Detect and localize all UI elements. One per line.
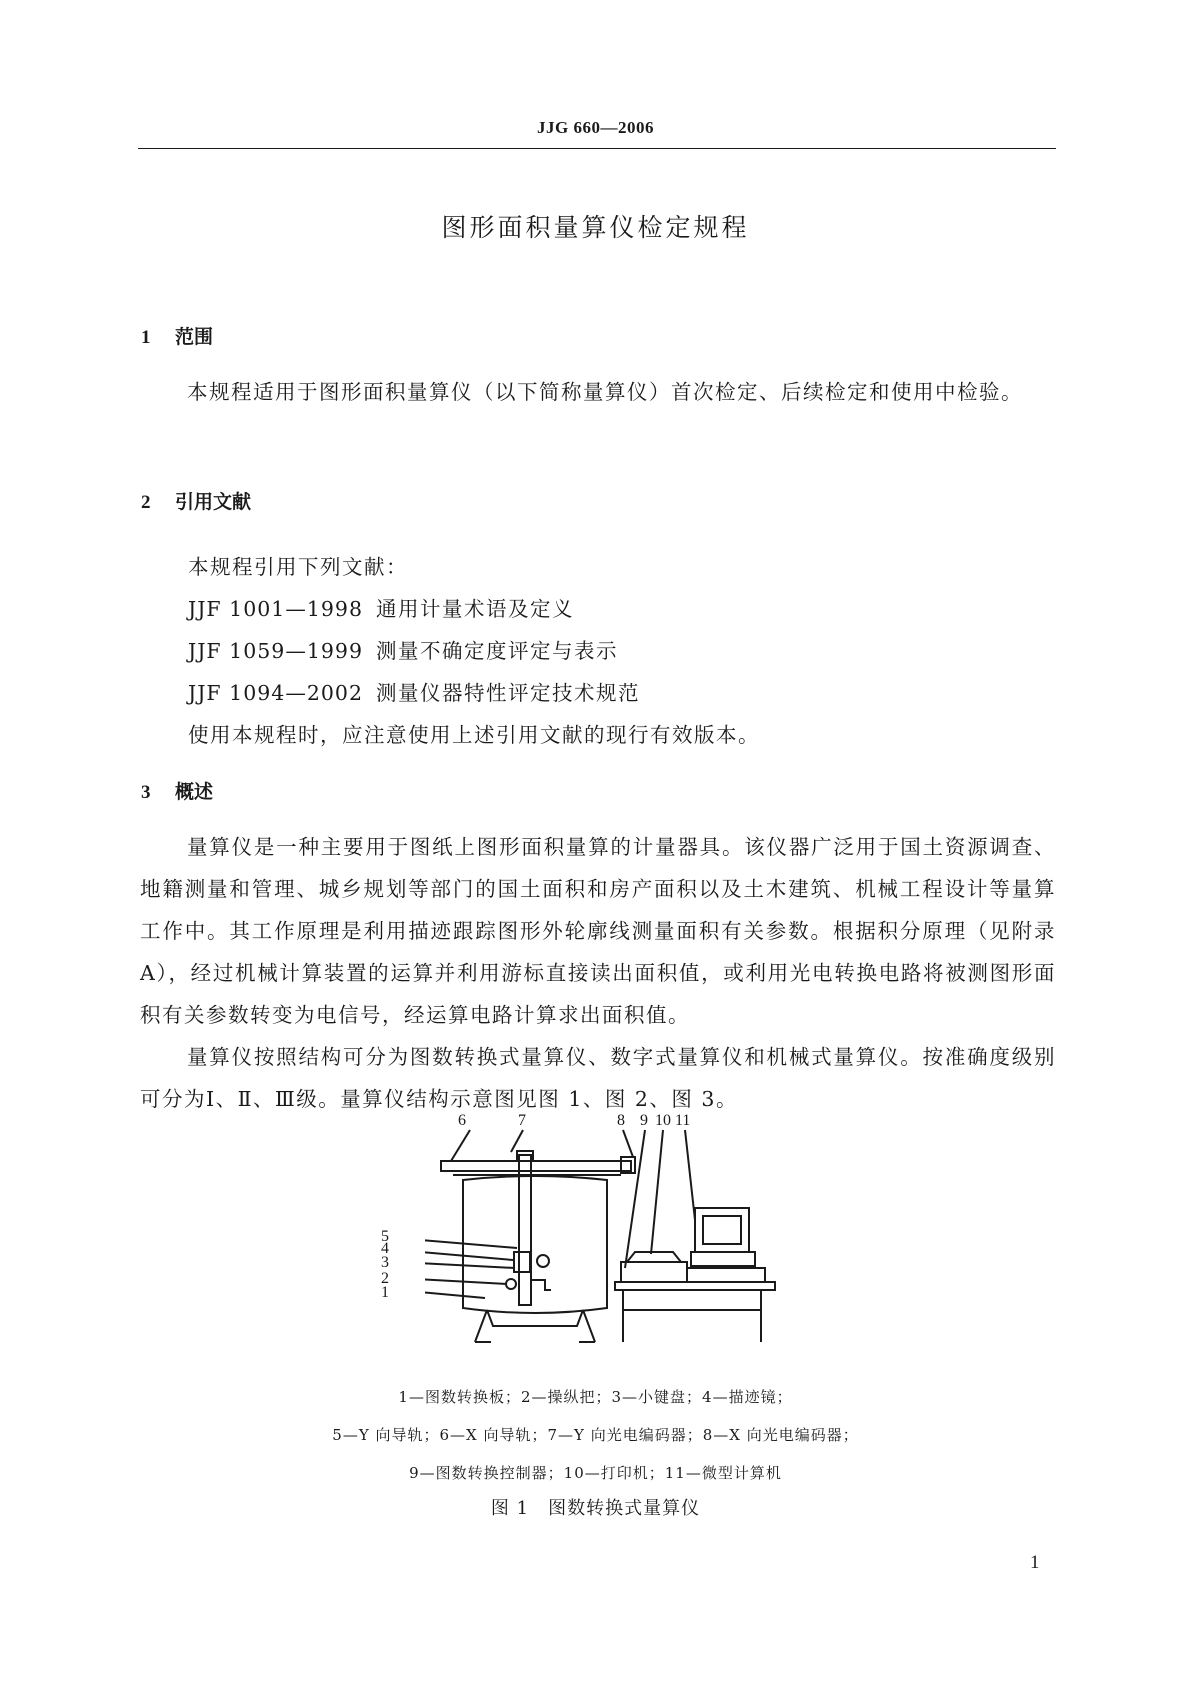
callout-5: 5 [381, 1228, 389, 1245]
figure-caption-line: 5—Y 向导轨；6—X 向导轨；7—Y 向光电编码器；8—X 向光电编码器； [332, 1426, 859, 1444]
reference-title: 测量仪器特性评定技术规范 [376, 681, 640, 705]
callout-2: 2 [381, 1270, 389, 1287]
reference-item [188, 634, 618, 664]
leader-line-8 [623, 1130, 633, 1157]
keypad [514, 1252, 530, 1272]
leader-line-9 [625, 1130, 645, 1268]
leader-line-4 [425, 1250, 513, 1260]
callout-7: 7 [518, 1112, 526, 1129]
leader-line-5 [425, 1238, 517, 1248]
section-heading-2 [141, 487, 251, 514]
section-heading-1 [141, 322, 213, 349]
section-1-paragraph: 本规程适用于图形面积量算仪（以下简称量算仪）首次检定、后续检定和使用中检验。 [187, 380, 1023, 404]
references-note: 使用本规程时，应注意使用上述引用文献的现行有效版本。 [188, 723, 760, 747]
tracing-lens [537, 1255, 549, 1267]
control-handle [506, 1279, 516, 1289]
document-title: 图形面积量算仪检定规程 [441, 213, 750, 242]
leader-line-10 [651, 1130, 663, 1254]
section-heading-3 [141, 777, 213, 804]
section-3-paragraph-2: 量算仪按照结构可分为图数转换式量算仪、数字式量算仪和机械式量算仪。按准确度级别可分为Ⅰ、Ⅱ、Ⅲ级。量算仪结构示意图见图 1、图 2、图 3。 [140, 1045, 1056, 1111]
figure-1-illustration [381, 1112, 805, 1350]
leader-line-2 [425, 1278, 507, 1284]
section-title: 引用文献 [175, 491, 252, 513]
section-number: 3 [141, 782, 151, 803]
reference-title: 测量不确定度评定与表示 [376, 639, 618, 663]
figure-title: 图 1 图数转换式量算仪 [490, 1498, 701, 1519]
monitor-screen [703, 1216, 741, 1244]
references-intro: 本规程引用下列文献： [188, 555, 408, 579]
callout-11: 11 [675, 1112, 691, 1129]
printer [621, 1262, 687, 1282]
leader-line-3 [425, 1262, 515, 1268]
x-guide-rail [441, 1161, 631, 1171]
leader-line-7 [511, 1130, 523, 1152]
leader-line-1 [425, 1290, 485, 1298]
computer-base [691, 1252, 755, 1266]
desk-top [615, 1282, 775, 1290]
section-title: 概述 [175, 781, 214, 803]
printer-top [627, 1252, 681, 1262]
reference-item [188, 592, 574, 622]
callout-1: 1 [381, 1284, 389, 1301]
leader-line-11 [685, 1130, 695, 1220]
section-title: 范围 [175, 326, 214, 348]
header-code: JJG 660—2006 [537, 118, 654, 137]
reference-code: JJF 1059—1999 [188, 639, 364, 663]
board-stand [475, 1310, 595, 1342]
leader-line-6 [451, 1130, 470, 1161]
header-rule [138, 148, 1056, 149]
keyboard [687, 1268, 765, 1282]
digitizer-diagram [425, 1120, 805, 1350]
reference-code: JJF 1094—2002 [188, 681, 364, 705]
callout-9: 9 [640, 1112, 648, 1129]
figure-caption-line: 9—图数转换控制器；10—打印机；11—微型计算机 [409, 1464, 782, 1482]
callout-8: 8 [617, 1112, 625, 1129]
section-3-paragraph-1: 量算仪是一种主要用于图纸上图形面积量算的计量器具。该仪器广泛用于国土资源调查、地籍测量和管理、城乡规划等部门的国土面积和房产面积以及土木建筑、机械工程设计等量算工作中。其工作原理是利用描迹跟踪图形外轮廓线测量面积有关参数。根据积分原理（见附录 A），经过机械计算装置的运算并利用游标直接读出面积值，或利用光电转换电路将被测图形面积有关参数转变为电信号，经运算电路计算求出面积值。 [140, 835, 1056, 1027]
callout-6: 6 [458, 1112, 466, 1129]
figure-caption-line: 1—图数转换板；2—操纵把；3—小键盘；4—描迹镜； [398, 1388, 793, 1406]
section-number: 1 [141, 327, 151, 348]
reference-code: JJF 1001—1998 [188, 597, 364, 621]
callout-3: 3 [381, 1254, 389, 1271]
reference-item [188, 676, 640, 706]
page-number: 1 [1030, 1552, 1040, 1573]
handle-arm [531, 1280, 551, 1290]
reference-title: 通用计量术语及定义 [376, 597, 574, 621]
y-guide-rail [519, 1155, 531, 1305]
callout-10: 10 [655, 1112, 671, 1129]
section-number: 2 [141, 492, 151, 513]
callout-4: 4 [381, 1240, 389, 1257]
